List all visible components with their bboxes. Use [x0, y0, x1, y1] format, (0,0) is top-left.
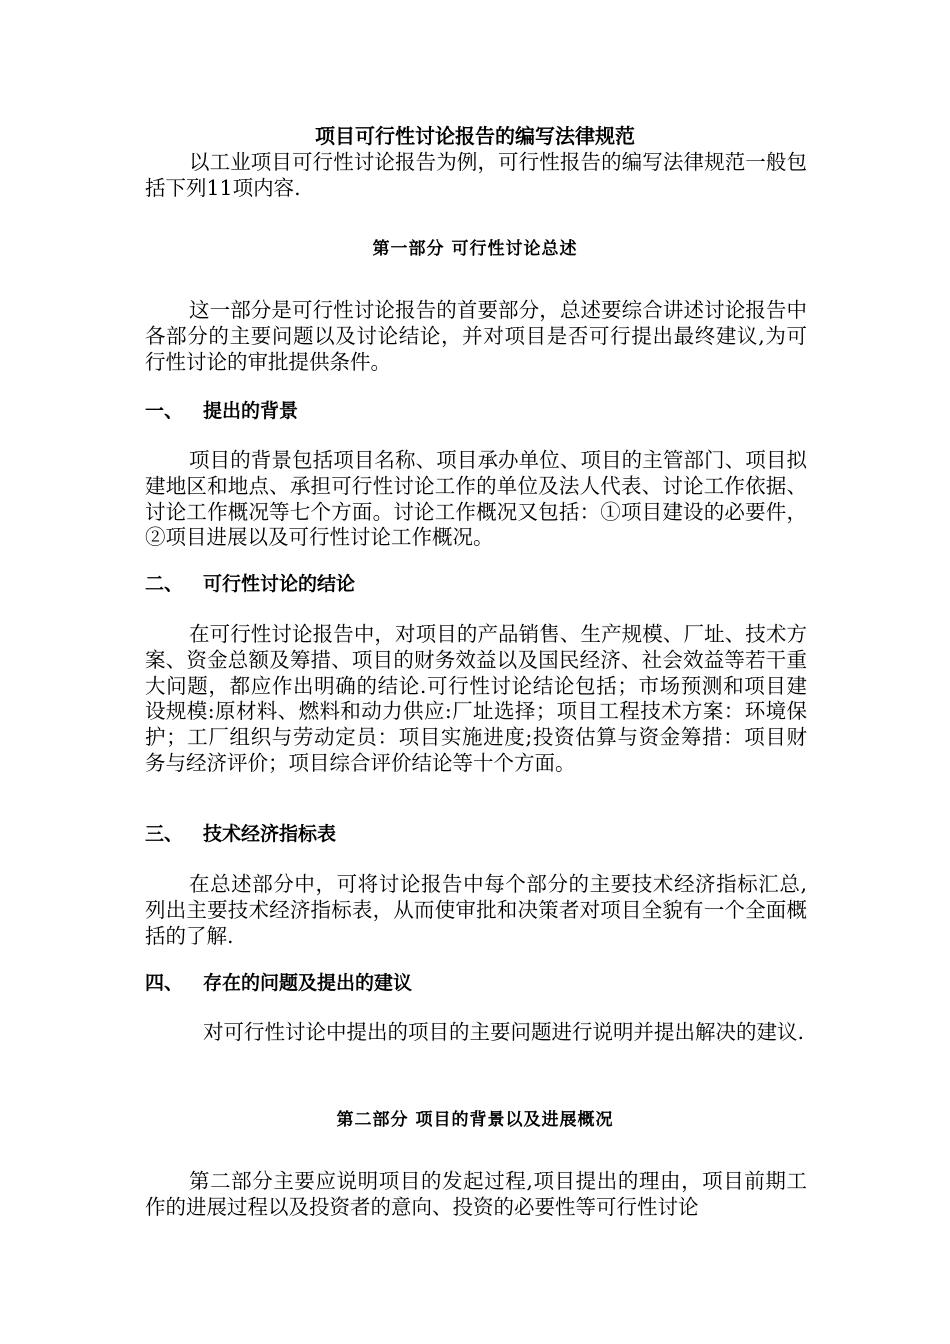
section-number: 四、	[145, 972, 184, 994]
part-one-heading: 第一部分 可行性讨论总述	[372, 239, 578, 259]
section-number: 一、	[145, 400, 184, 422]
section-number: 二、	[145, 573, 184, 595]
section-body-issues: 对可行性讨论中提出的项目的主要问题进行说明并提出解决的建议.	[203, 1020, 805, 1044]
section-title: 提出的背景	[203, 400, 299, 422]
section-number: 三、	[145, 823, 184, 845]
part-two-body: 第二部分主要应说明项目的发起过程,项目提出的理由，项目前期工作的进展过程以及投资者的意向、投资的必要性等可行性讨论	[145, 1169, 807, 1219]
section-body-conclusion: 在可行性讨论报告中，对项目的产品销售、生产规模、厂址、技术方案、资金总额及筹措、项目的财务效益以及国民经济、社会效益等若干重大问题，都应作出明确的结论.可行性讨论结论包括；市场预测和项目建设规模:原材料、燃料和动力供应:厂址选择；项目工程技术方案：环境保护；工厂组织与劳动定员：项目实施进度;投资估算与资金筹措：项目财务与经济评价；项目综合评价结论等十个方面。	[145, 622, 807, 775]
part-one-overview: 这一部分是可行性讨论报告的首要部分，总述要综合讲述讨论报告中各部分的主要问题以及讨论结论，并对项目是否可行提出最终建议,为可行性讨论的审批提供条件。	[145, 298, 807, 374]
section-title: 技术经济指标表	[203, 823, 337, 845]
document-title: 项目可行性讨论报告的编写法律规范	[315, 124, 635, 148]
section-body-indicators: 在总述部分中，可将讨论报告中每个部分的主要技术经济指标汇总,列出主要技术经济指标表，从而使审批和决策者对项目全貌有一个全面概括的了解.	[145, 872, 807, 948]
section-title: 存在的问题及提出的建议	[203, 972, 413, 994]
section-heading-issues	[145, 970, 807, 996]
part-two-heading: 第二部分 项目的背景以及进展概况	[336, 1110, 614, 1130]
section-title: 可行性讨论的结论	[203, 573, 356, 595]
section-heading-background	[145, 398, 807, 424]
section-heading-conclusion	[145, 571, 807, 597]
section-heading-indicators	[145, 821, 807, 847]
intro-paragraph: 以工业项目可行性讨论报告为例，可行性报告的编写法律规范一般包括下列11项内容.	[145, 150, 807, 200]
section-body-background: 项目的背景包括项目名称、项目承办单位、项目的主管部门、项目拟建地区和地点、承担可行性讨论工作的单位及法人代表、讨论工作依据、讨论工作概况等七个方面。讨论工作概况又包括：①项目建设的必要件，②项目进展以及可行性讨论工作概况。	[145, 448, 807, 550]
